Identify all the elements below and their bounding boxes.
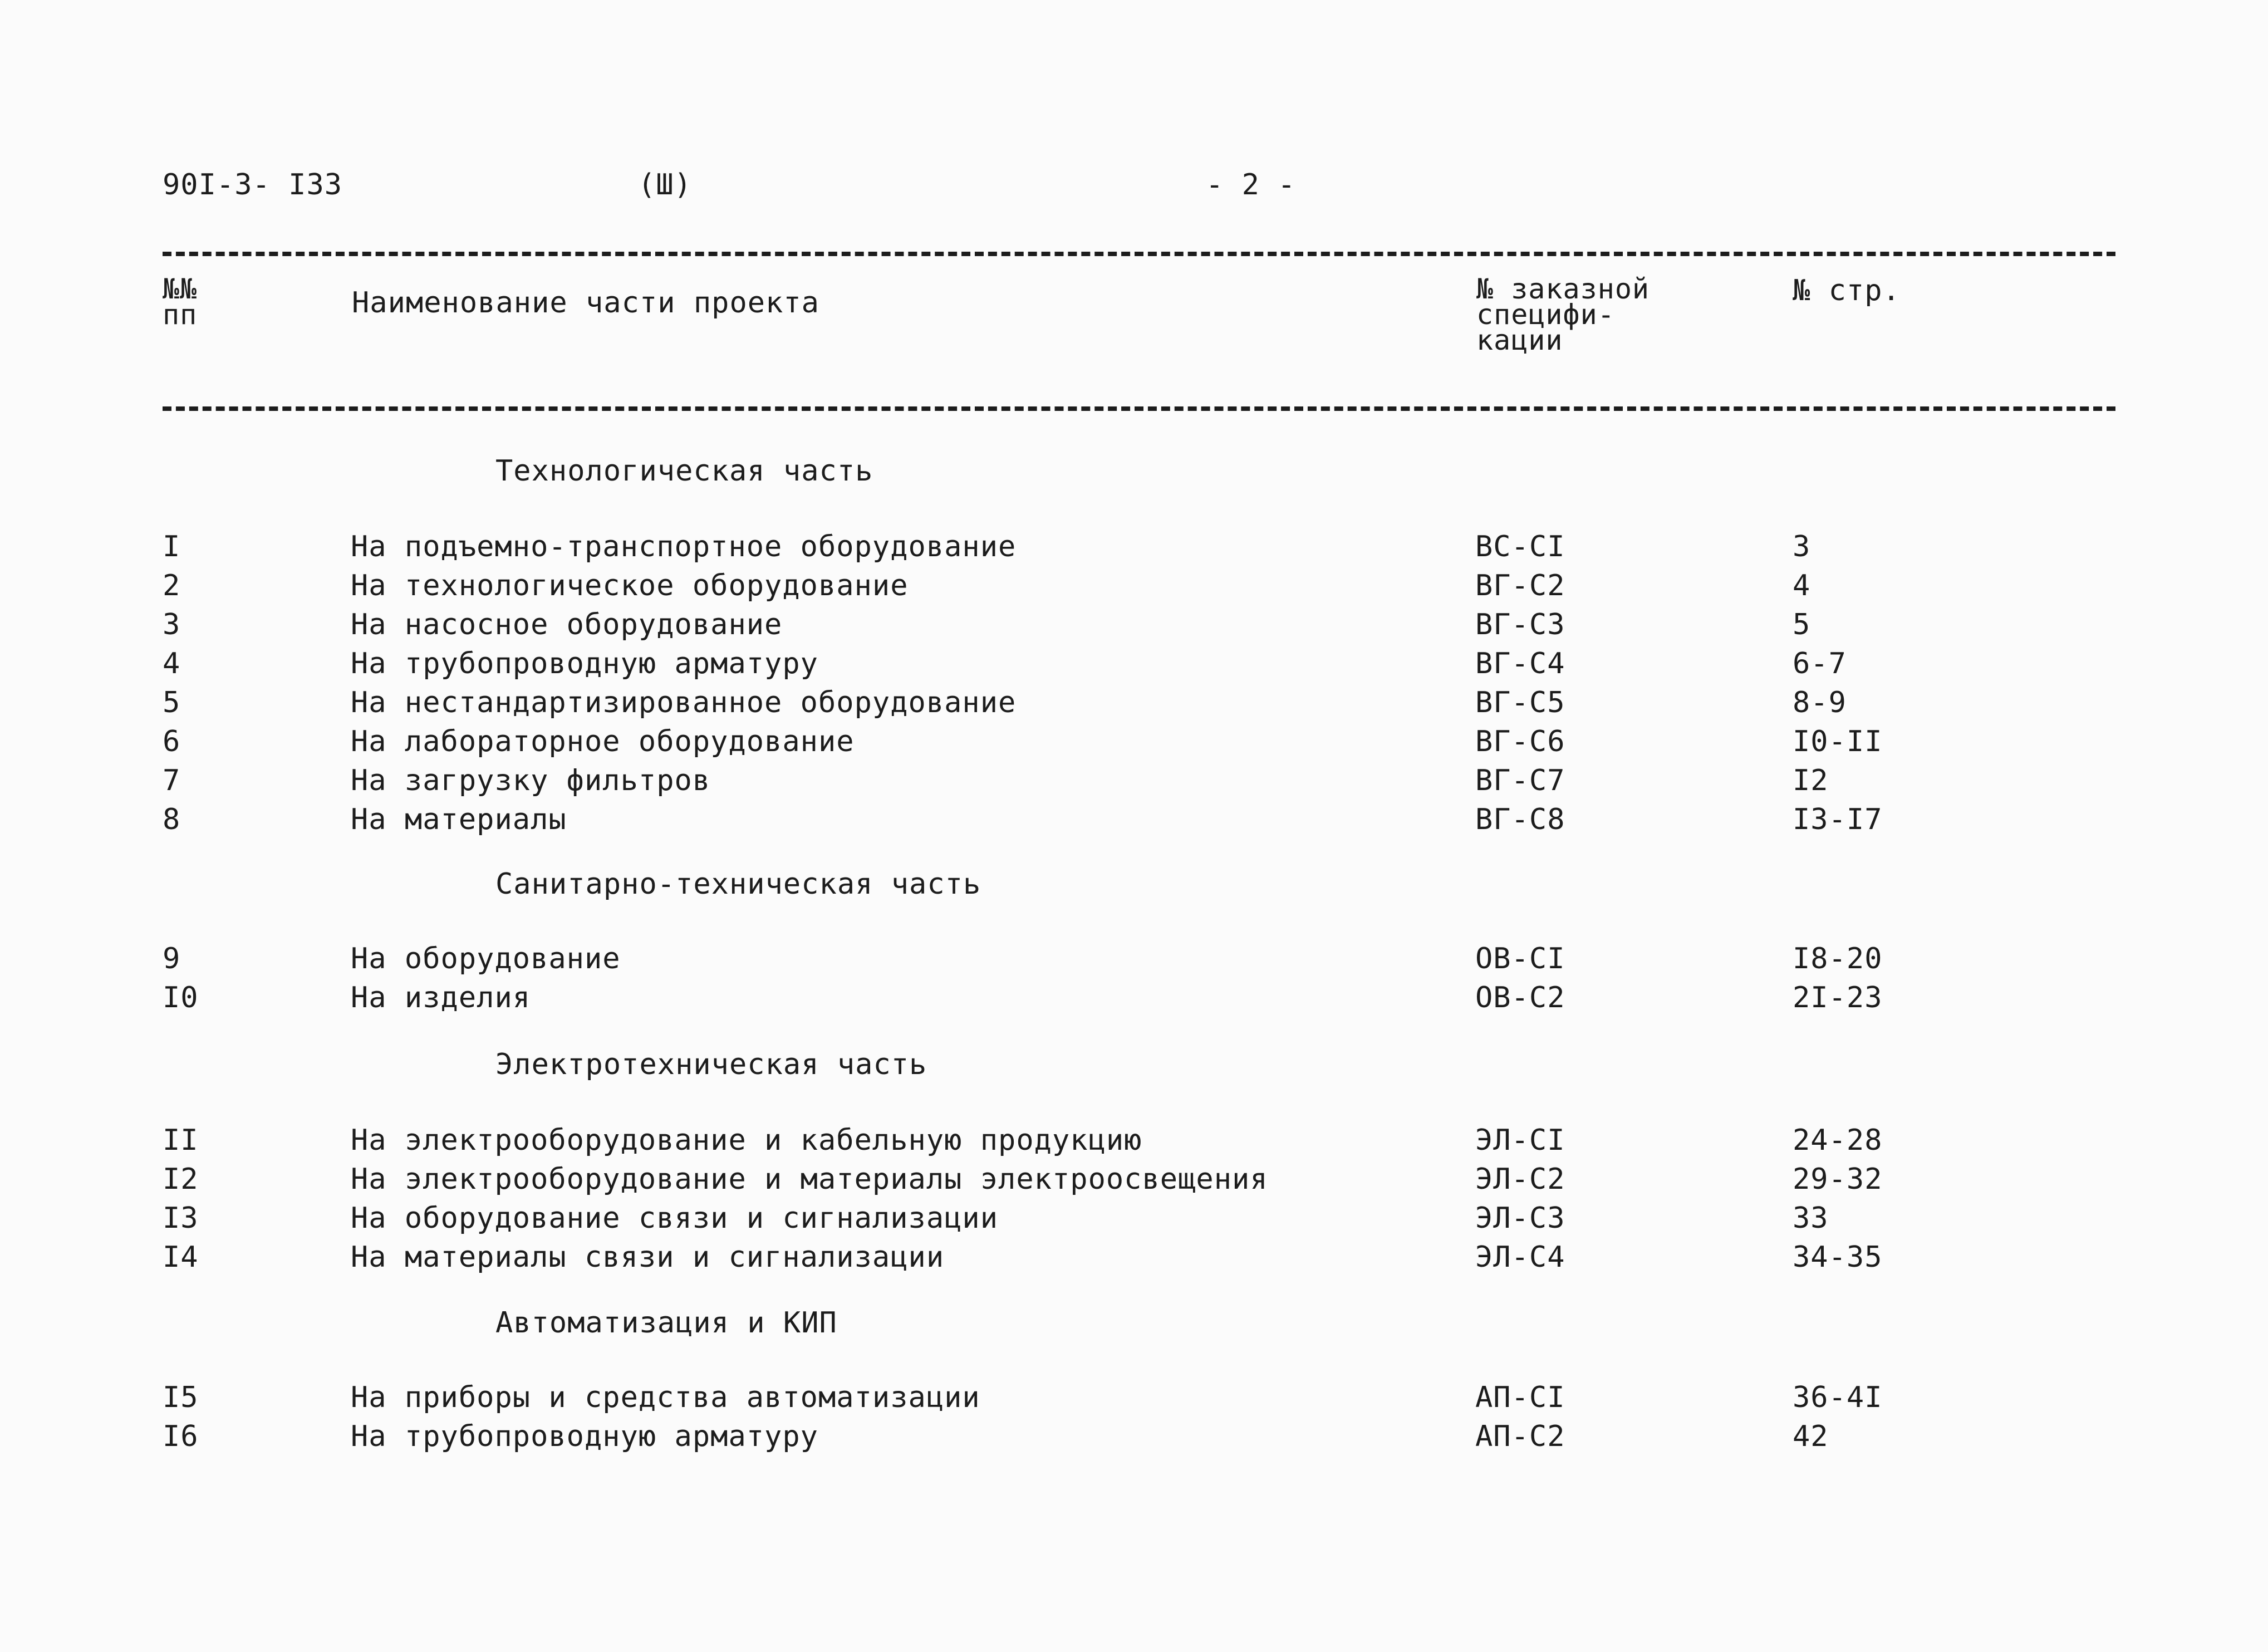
table-row [0, 1163, 2268, 1198]
row-number: I2 [163, 1163, 199, 1196]
table-row [0, 764, 2268, 800]
col-spec-line1: № заказной [1476, 273, 1650, 305]
page-number: - 2 - [1206, 168, 1296, 202]
col-num-line2: пп [163, 298, 198, 331]
row-spec-code: АП-СI [1475, 1381, 1565, 1414]
col-spec-line2: специфи- [1476, 298, 1615, 331]
row-pages: I8-20 [1793, 942, 1883, 975]
row-pages: I0-II [1793, 725, 1883, 758]
col-spec-line3: кации [1476, 324, 1563, 356]
row-part-name: На насосное оборудование [351, 608, 783, 641]
row-pages: 24-28 [1793, 1124, 1883, 1157]
table-row [0, 981, 2268, 1017]
doc-code: 90I-3- I33 [163, 168, 343, 202]
table-row [0, 647, 2268, 683]
row-part-name: На материалы связи и сигнализации [351, 1241, 945, 1274]
row-spec-code: ВГ-С8 [1475, 803, 1565, 836]
row-number: 7 [163, 764, 181, 797]
row-number: I [163, 530, 181, 563]
row-spec-code: ВГ-С6 [1475, 725, 1565, 758]
table-row [0, 1381, 2268, 1416]
table-row [0, 1241, 2268, 1276]
row-pages: 4 [1793, 569, 1811, 602]
section-title: Автоматизация и КИП [495, 1306, 837, 1340]
table-row [0, 608, 2268, 644]
row-part-name: На трубопроводную арматуру [351, 1420, 818, 1453]
row-spec-code: ВГ-С5 [1475, 686, 1565, 719]
row-part-name: На оборудование [351, 942, 621, 975]
row-number: I5 [163, 1381, 199, 1414]
table-row [0, 1420, 2268, 1455]
row-number: 2 [163, 569, 181, 602]
row-pages: 2I-23 [1793, 981, 1883, 1014]
row-part-name: На электрооборудование и кабельную продукцию [351, 1124, 1142, 1157]
table-row [0, 1202, 2268, 1237]
row-number: 6 [163, 725, 181, 758]
table-row [0, 686, 2268, 722]
row-spec-code: ЭЛ-С2 [1475, 1163, 1565, 1196]
row-number: II [163, 1124, 199, 1157]
row-number: I3 [163, 1202, 199, 1235]
row-part-name: На электрооборудование и материалы электроосвещения [351, 1163, 1268, 1196]
row-pages: 3 [1793, 530, 1811, 563]
row-part-name: На нестандартизированное оборудование [351, 686, 1017, 719]
row-pages: 42 [1793, 1420, 1829, 1453]
row-spec-code: ВГ-С7 [1475, 764, 1565, 797]
row-number: I6 [163, 1420, 199, 1453]
row-part-name: На оборудование связи и сигнализации [351, 1202, 999, 1235]
row-pages: 29-32 [1793, 1163, 1883, 1196]
row-spec-code: ЭЛ-С3 [1475, 1202, 1565, 1235]
header-rule-bottom [163, 406, 2115, 411]
section-title: Электротехническая часть [495, 1048, 927, 1081]
row-part-name: На изделия [351, 981, 531, 1014]
row-spec-code: ЭЛ-С4 [1475, 1241, 1565, 1274]
row-pages: 34-35 [1793, 1241, 1883, 1274]
row-pages: I3-I7 [1793, 803, 1883, 836]
row-spec-code: ЭЛ-СI [1475, 1124, 1565, 1157]
volume-mark: (Ш) [638, 168, 692, 202]
row-spec-code: ВГ-С3 [1475, 608, 1565, 641]
row-spec-code: ВГ-С4 [1475, 647, 1565, 680]
row-spec-code: ОВ-СI [1475, 942, 1565, 975]
row-pages: 8-9 [1793, 686, 1847, 719]
row-part-name: На приборы и средства автоматизации [351, 1381, 980, 1414]
row-part-name: На технологическое оборудование [351, 569, 909, 602]
row-number: I4 [163, 1241, 199, 1274]
row-part-name: На загрузку фильтров [351, 764, 711, 797]
row-number: 4 [163, 647, 181, 680]
col-page-header: № стр. [1793, 274, 1901, 307]
table-row [0, 569, 2268, 605]
row-number: I0 [163, 981, 199, 1014]
section-title: Технологическая часть [495, 454, 873, 488]
table-row [0, 725, 2268, 761]
row-pages: 6-7 [1793, 647, 1847, 680]
row-number: 3 [163, 608, 181, 641]
row-number: 9 [163, 942, 181, 975]
row-part-name: На материалы [351, 803, 567, 836]
row-number: 5 [163, 686, 181, 719]
row-spec-code: ВС-СI [1475, 530, 1565, 563]
row-part-name: На лабораторное оборудование [351, 725, 855, 758]
row-number: 8 [163, 803, 181, 836]
row-part-name: На трубопроводную арматуру [351, 647, 818, 680]
row-pages: I2 [1793, 764, 1829, 797]
row-spec-code: ВГ-С2 [1475, 569, 1565, 602]
row-pages: 36-4I [1793, 1381, 1883, 1414]
col-name-header: Наименование части проекта [352, 286, 819, 320]
row-part-name: На подъемно-транспортное оборудование [351, 530, 1017, 563]
table-row [0, 1124, 2268, 1159]
table-row [0, 530, 2268, 566]
table-row [0, 942, 2268, 978]
table-row [0, 803, 2268, 839]
row-pages: 33 [1793, 1202, 1829, 1235]
row-pages: 5 [1793, 608, 1811, 641]
section-title: Санитарно-техническая часть [495, 867, 981, 901]
col-num-line1: №№ [163, 273, 198, 305]
row-spec-code: ОВ-С2 [1475, 981, 1565, 1014]
row-spec-code: АП-С2 [1475, 1420, 1565, 1453]
header-rule-top [163, 252, 2115, 256]
